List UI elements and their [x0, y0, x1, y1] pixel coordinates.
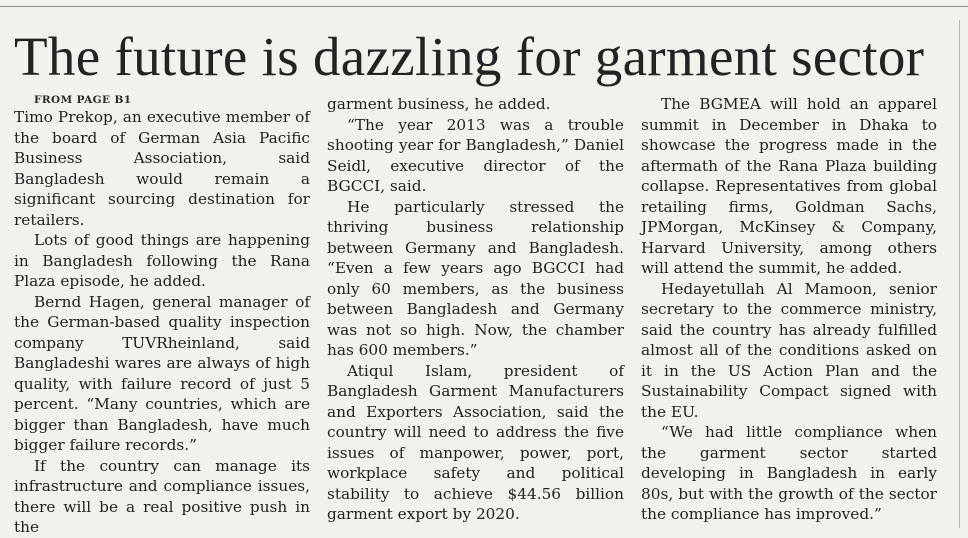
paragraph: Timo Prekop, an executive member of the board of German Asia Pacific Business Association, said Bangladesh would remain a significant sourcing destination for retailers.: [14, 108, 310, 229]
article-column-3: [641, 94, 937, 524]
paragraph: He particularly stressed the thriving business relationship between Germany and Bangladesh. “Even a few years ago BGCCI had only 60 members, as the business between Bangladesh and Germany was not so high. Now, the chamber has 600 members.”: [327, 197, 624, 359]
article-column-1: [14, 94, 310, 536]
paragraph: The BGMEA will hold an apparel summit in December in Dhaka to showcase the progress made in the aftermath of the Rana Plaza building collapse. Representatives from global retailing firms, Goldman Sachs, JPMorgan, McKinsey & Company, Harvard University, among others will attend the summit, he added.: [641, 95, 937, 277]
paragraph: Hedayetullah Al Mamoon, senior secretary to the commerce ministry, said the country has already fulfilled almost all of the conditions asked on it in the US Action Plan and the Sustainability Compact signed with the EU.: [641, 279, 937, 421]
paragraph: Atiqul Islam, president of Bangladesh Garment Manufacturers and Exporters Association, said the country will need to address the five issues of manpower, power, port, workplace safety and political stability to achieve $44.56 billion garment export by 2020.: [327, 361, 624, 523]
paragraph: garment business, he added.: [327, 95, 551, 113]
kicker: FROM PAGE B1: [34, 94, 132, 106]
top-rule: [0, 6, 968, 7]
headline: The future is dazzling for garment sector: [14, 26, 925, 87]
paragraph: If the country can manage its infrastructure and compliance issues, there will be a real positive push in the: [14, 456, 310, 536]
paragraph: Lots of good things are happening in Bangladesh following the Rana Plaza episode, he added.: [14, 231, 310, 290]
paragraph: “The year 2013 was a trouble shooting year for Bangladesh,” Daniel Seidl, executive director of the BGCCI, said.: [327, 115, 624, 195]
article-column-2: [327, 94, 624, 524]
paragraph: Bernd Hagen, general manager of the German-based quality inspection company TUVRheinland, said Bangladeshi wares are always of high quality, with failure record of just 5 percent. “Many countries, which are bigger than Bangladesh, have much bigger failure records.”: [14, 292, 310, 454]
right-column-rule: [959, 20, 960, 528]
paragraph: “We had little compliance when the garment sector started developing in Bangladesh in early 80s, but with the growth of the sector the compliance has improved.”: [641, 423, 937, 523]
